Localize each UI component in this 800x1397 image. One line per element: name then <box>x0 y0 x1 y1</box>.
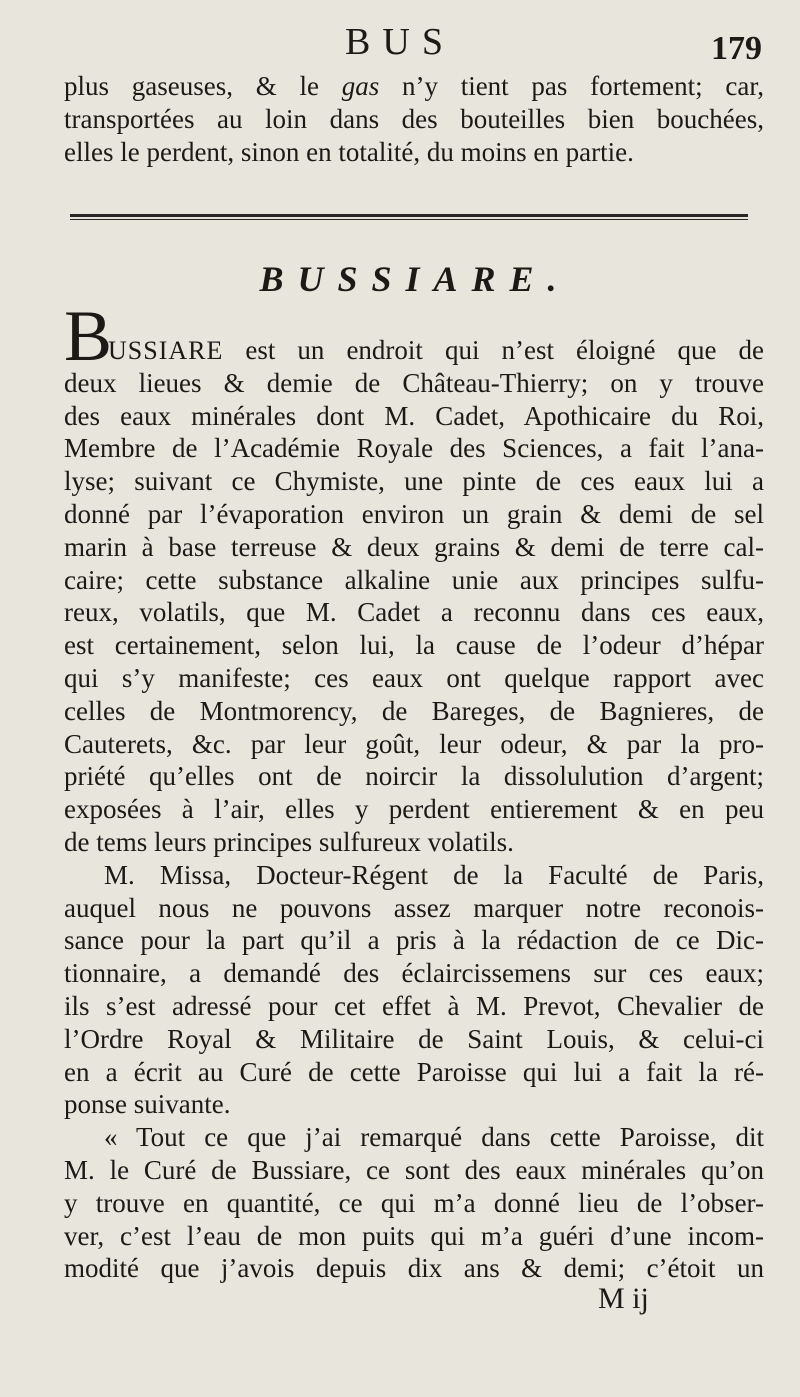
text-line: caire; cette substance alkaline unie aux principes sulfu- <box>64 564 764 595</box>
text-line: deux lieues & demie de Château-Thierry; on y trouve <box>64 367 764 398</box>
text-line: donné par l’évaporation environ un grain & demi de sel <box>64 498 764 529</box>
text-line: M. Missa, Docteur-Régent de la Faculté de Paris, <box>104 859 764 890</box>
text-line <box>64 334 764 367</box>
text-line: reux, volatils, que M. Cadet a reconnu dans ces eaux, <box>64 597 764 628</box>
text-line: ver, c’est l’eau de mon puits qui m’a guéri d’une incom- <box>64 1220 764 1251</box>
running-head <box>0 20 800 70</box>
text-line: est certainement, selon lui, la cause de l’odeur d’hépar <box>64 630 764 661</box>
text-line: qui s’y manifeste; ces eaux ont quelque rapport avec <box>64 662 764 693</box>
italic-term: gas <box>341 71 380 101</box>
first-word: USSIARE <box>108 336 224 365</box>
text-segment: n’y tient pas fortement; car, <box>379 71 764 101</box>
text-line: exposées à l’air, elles y perdent entierement & en peu <box>64 794 764 825</box>
signature-mark: M ij <box>598 1282 649 1315</box>
drop-cap: B <box>64 296 113 376</box>
text-line: elles le perdent, sinon en totalité, du moins en partie. <box>64 136 634 167</box>
text-line <box>64 70 764 103</box>
text-line: M. le Curé de Bussiare, ce sont des eaux minérales qu’on <box>64 1154 764 1185</box>
entry-heading: BUSSIARE. <box>259 259 571 299</box>
text-line: lyse; suivant ce Chymiste, une pinte de ces eaux lui a <box>64 466 764 497</box>
text-line: celles de Montmorency, de Bareges, de Bagnieres, de <box>64 695 764 726</box>
text-line: auquel nous ne pouvons assez marquer notre reconois- <box>64 892 764 923</box>
text-line: des eaux minérales dont M. Cadet, Apothicaire du Roi, <box>64 400 764 431</box>
continued-text <box>64 70 764 168</box>
text-line: l’Ordre Royal & Militaire de Saint Louis, & celui-ci <box>64 1023 764 1054</box>
page-number: 179 <box>711 30 762 67</box>
section-rule-thin <box>70 219 748 220</box>
section-rule <box>70 214 748 217</box>
text-segment: plus gaseuses, & le <box>64 71 342 101</box>
text-line: de tems leurs principes sulfureux volatils. <box>64 826 514 857</box>
text-line: priété qu’elles ont de noircir la dissolulution d’argent; <box>64 761 764 792</box>
text-line: en a écrit au Curé de cette Paroisse qui lui a fait la ré- <box>64 1056 764 1087</box>
text-line: « Tout ce que j’ai remarqué dans cette Paroisse, dit <box>104 1122 764 1153</box>
text-line: tionnaire, a demandé des éclaircissemens sur ces eaux; <box>64 958 764 989</box>
entry-paragraph-1 <box>64 334 764 1285</box>
text-line: sance pour la part qu’il a pris à la rédaction de ce Dic- <box>64 925 764 956</box>
text-line: Membre de l’Académie Royale des Sciences, a fait l’ana- <box>64 433 764 464</box>
text-segment: est un endroit qui n’est éloigné que de <box>223 335 764 365</box>
running-title: BUS <box>345 21 455 63</box>
text-line: modité que j’avois depuis dix ans & demi; c’étoit un <box>64 1253 764 1284</box>
text-line: Cauterets, &c. par leur goût, leur odeur, & par la pro- <box>64 728 764 759</box>
text-line: ponse suivante. <box>64 1089 231 1120</box>
text-line: y trouve en quantité, ce qui m’a donné lieu de l’obser- <box>64 1187 764 1218</box>
text-line: ils s’est adressé pour cet effet à M. Prevot, Chevalier de <box>64 990 764 1021</box>
text-line: marin à base terreuse & deux grains & demi de terre cal- <box>64 531 764 562</box>
text-line: transportées au loin dans des bouteilles bien bouchées, <box>64 103 764 134</box>
